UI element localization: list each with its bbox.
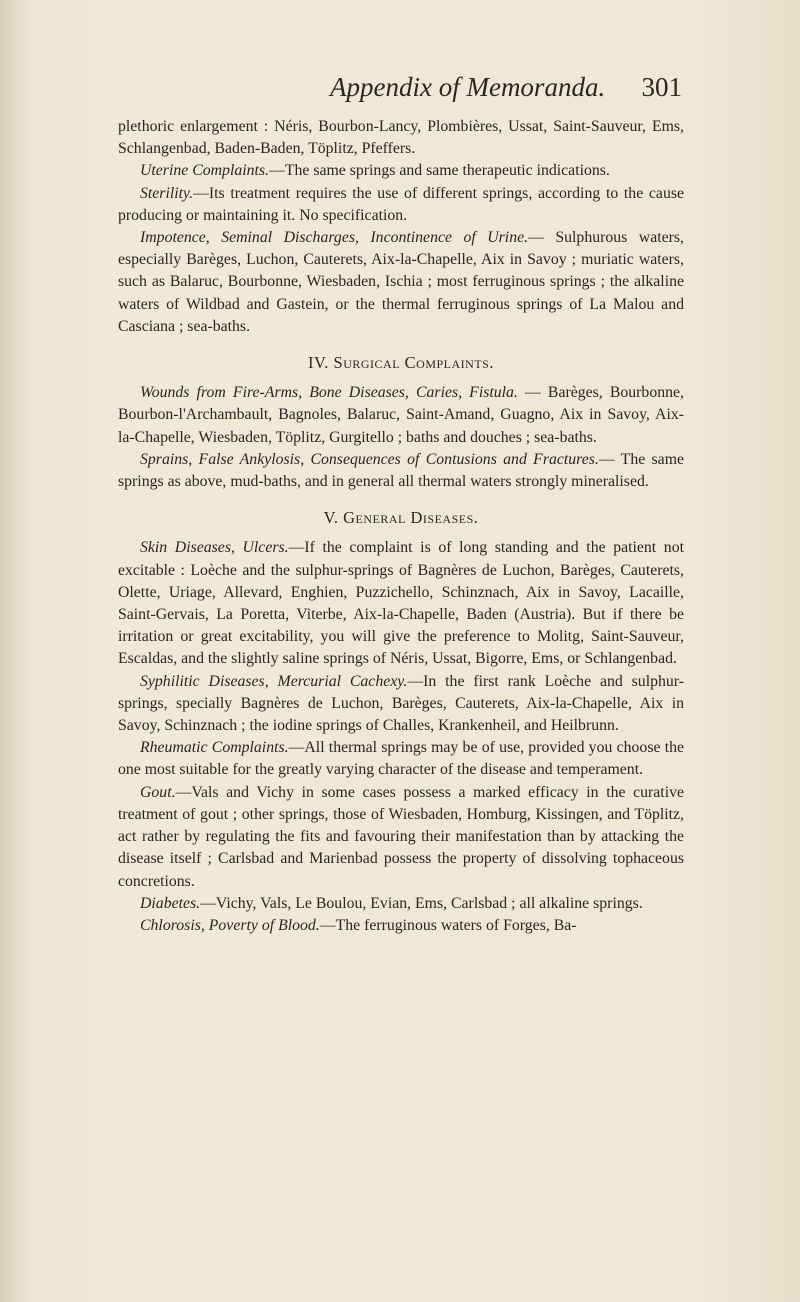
running-header [330,72,690,112]
paragraph-skin-diseases: Skin Diseases, Ulcers.—If the complaint is of long standing and the patient not excitable : Loèche and the sulphur-springs of Bagnères de Luchon, Barèges, Cauterets, Olette, Uriage, Allevard, Enghien, Puzzichello, Schinznach, Aix in Savoy, Lacaille, Saint-Gervais, La Poretta, Viterbe, Aix-la-Chapelle, Baden (Austria). But if there be irritation or great excitability, you will give the preference to Molitg, Saint-Sauveur, Escaldas, and the slightly saline springs of Néris, Ussat, Bigorre, Ems, or Schlangenbad. [118,539,684,668]
section-heading-general: V. General Diseases. [323,508,479,528]
paragraph-lead: Diabetes. [140,894,201,912]
paragraph-sterility: Sterility.—Its treatment requires the use of different springs, according to the cause producing or maintaining it. No specification. [118,184,684,224]
page-number: 301 [641,72,682,102]
paragraph-diabetes: Diabetes.—Vichy, Vals, Le Boulou, Evian, Ems, Carlsbad ; all alkaline springs. [140,894,643,912]
header-title: Appendix of Memoranda. [330,72,606,102]
paragraph-syphilitic: Syphilitic Diseases, Mercurial Cachexy.—In the first rank Loèche and sulphur-springs, specially Bagnères de Luchon, Barèges, Cauterets, Aix-la-Chapelle, Aix in Savoy, Schinznach ; the iodine springs of Challes, Krankenheil, and Heilbrunn. [118,672,684,735]
paragraph-lead: Chlorosis, Poverty of Blood. [140,916,320,934]
page-body [118,116,684,937]
paragraph-lead: Uterine Complaints. [140,162,270,180]
paragraph-lead: Rheumatic Complaints. [140,739,289,757]
paragraph-uterine-complaints: Uterine Complaints.—The same springs and same therapeutic indications. [140,162,610,180]
paragraph: plethoric enlargement : Néris, Bourbon-Lancy, Plombières, Ussat, Saint-Sauveur, Ems, Schlangenbad, Baden-Baden, Töplitz, Pfeffers. [118,118,684,158]
paragraph-lead: Skin Diseases, Ulcers. [140,539,289,557]
paragraph-lead: Sprains, False Ankylosis, Consequences of Contusions and Fractures. [140,450,599,468]
paragraph-lead: Gout. [140,783,176,801]
paragraph-lead: Sterility. [140,184,194,202]
paragraph-wounds: Wounds from Fire-Arms, Bone Diseases, Caries, Fistula. — Barèges, Bourbonne, Bourbon-l'Archambault, Bagnoles, Balaruc, Saint-Amand, Guagno, Aix in Savoy, Aix-la-Chapelle, Wiesbaden, Töplitz, Gurgitello ; baths and douches ; sea-baths. [118,384,684,446]
paragraph-lead: Syphilitic Diseases, Mercurial Cachexy. [140,672,408,690]
paragraph-sprains: Sprains, False Ankylosis, Consequences of Contusions and Fractures.— The same springs as above, mud-baths, and in general all thermal waters strongly mineralised. [118,450,684,491]
paragraph-impotence: Impotence, Seminal Discharges, Incontinence of Urine.— Sulphurous waters, especially Barèges, Luchon, Cauterets, Aix-la-Chapelle, Aix in Savoy ; muriatic waters, such as Balaruc, Bourbonne, Wiesbaden, Ischia ; most ferruginous springs ; the alkaline waters of Wildbad and Gastein, or the thermal ferruginous springs of La Malou and Casciana ; sea-baths. [118,229,684,335]
paragraph-chlorosis: Chlorosis, Poverty of Blood.—The ferruginous waters of Forges, Ba- [140,916,577,934]
section-heading-surgical: IV. Surgical Complaints. [308,353,494,373]
paragraph-lead: Wounds from Fire-Arms, Bone Diseases, Caries, Fistula. [140,384,518,402]
paragraph-rheumatic: Rheumatic Complaints.—All thermal springs may be of use, provided you choose the one most suitable for the greatly varying character of the disease and temperament. [118,739,684,779]
paragraph-lead: Impotence, Seminal Discharges, Incontinence of Urine. [140,229,529,247]
paragraph-gout: Gout.—Vals and Vichy in some cases possess a marked efficacy in the curative treatment of gout ; other springs, those of Wiesbaden, Homburg, Kissingen, and Töplitz, act rather by regulating the fits and favouring their manifestation than by attacking the disease itself ; Carlsbad and Marienbad possess the property of dissolving tophaceous concretions. [118,783,684,890]
